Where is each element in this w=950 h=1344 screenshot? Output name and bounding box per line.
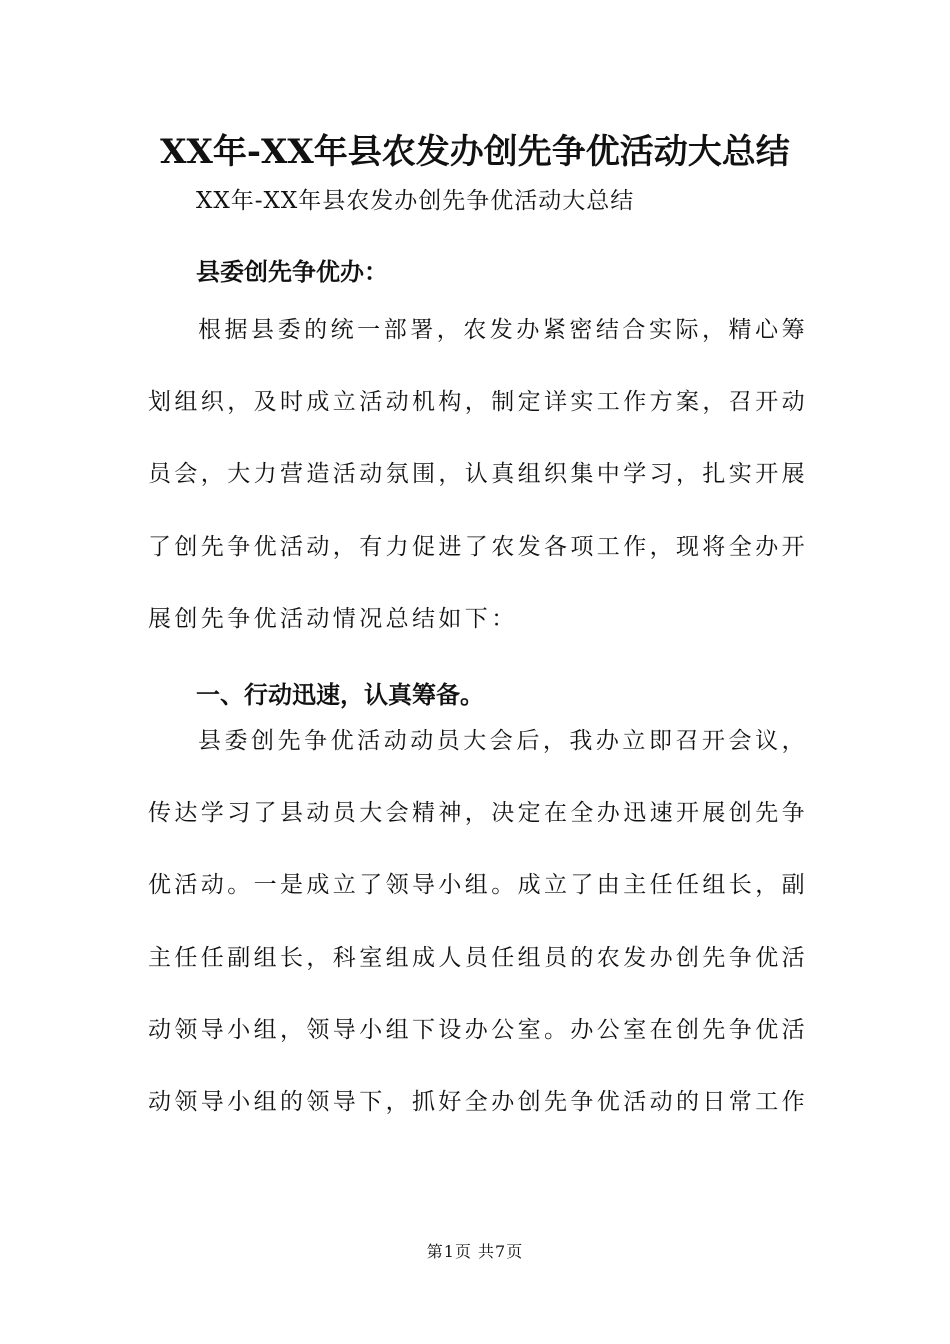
document-subtitle: XX年-XX年县农发办创先争优活动大总结 — [196, 188, 635, 214]
salutation: 县委创先争优办： — [196, 258, 388, 286]
intro-paragraph: 根据县委的统一部署，农发办紧密结合实际，精心筹划组织，及时成立活动机构，制定详实工作方案，召开动员会，大力营造活动氛围，认真组织集中学习，扎实开展了创先争优活动，有力促进了农发各项工作，现将全办开展创先争优活动情况总结如下： — [148, 317, 808, 632]
page-footer: 第1页 共7页 — [426, 1242, 524, 1261]
section-paragraph: 县委创先争优活动动员大会后，我办立即召开会议，传达学习了县动员大会精神，决定在全办迅速开展创先争优活动。一是成立了领导小组。成立了由主任任组长，副主任任副组长，科室组成人员任组员的农发办创先争优活动领导小组，领导小组下设办公室。办公室在创先争优活动领导小组的领导下，抓好全办创先争优活动的日常工作 — [148, 728, 808, 1116]
section-heading: 一、行动迅速，认真筹备。 — [196, 681, 484, 709]
document-title: XX年-XX年县农发办创先争优活动大总结 — [160, 132, 790, 172]
